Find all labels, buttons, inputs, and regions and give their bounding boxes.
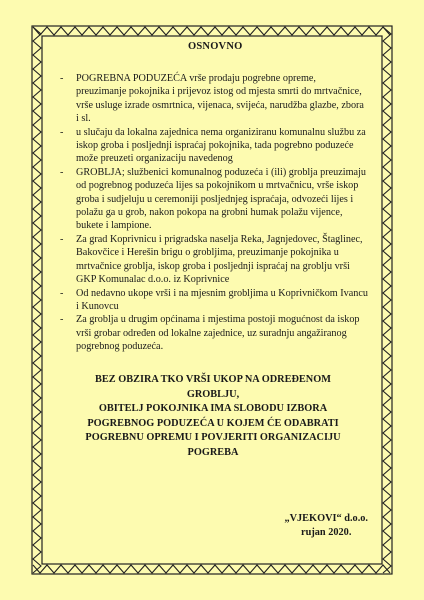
bullet-dash: -	[60, 287, 64, 299]
notice-line: OBITELJ POKOJNIKA IMA SLOBODU IZBORA	[98, 403, 328, 415]
bullet-dash: -	[60, 73, 64, 84]
bullet-dash: -	[60, 314, 64, 326]
list-item-text: Za grad Koprivnicu i prigradska naselja Reka, Jagnjedovec, Štaglinec, Bakovčice i Herešin brigu o grobljima, preuzimanje pokojnika u mrtvačnice groblja, iskop groba i posljednji ispraćaj na groblju vrši GKP Komunalac d.o.o. iz Koprivnice	[76, 233, 363, 286]
notice-block	[58, 373, 368, 461]
list-item	[58, 233, 368, 287]
bullet-dash: -	[60, 126, 64, 138]
list-item-text: u slučaju da lokalna zajednica nema organiziranu komunalnu službu za iskop groba i posljednji ispraćaj pokojnika, tada pogrebno poduzeće može preuzeti organizaciju navedenog	[76, 126, 366, 165]
signature-block	[284, 512, 368, 540]
list-item-text: Od nedavno ukope vrši i na mjesnim grobljima u Koprivničkom Ivancu i Kunovcu	[76, 287, 368, 312]
list-item-text: Za groblja u drugim općinama i mjestima postoji mogućnost da iskop vrši grobar određen od lokalne zajednice, uz suradnju angažiranog pogrebnog poduzeća.	[76, 314, 360, 353]
list-item	[58, 313, 368, 353]
notice-line: POGREBNOG PODUZEĆA U KOJEM ĆE ODABRATI	[87, 417, 339, 429]
company-name: „VJEKOVI“ d.o.o.	[284, 513, 368, 524]
bullet-dash: -	[60, 233, 64, 245]
document-date: rujan 2020.	[301, 527, 352, 538]
list-item	[58, 287, 368, 314]
list-item	[58, 126, 368, 166]
bullet-list	[58, 72, 368, 354]
notice-line: GROBLJU,	[186, 388, 240, 400]
document-title: OSNOVNO	[188, 41, 243, 52]
notice-line: BEZ OBZIRA TKO VRŠI UKOP NA ODREĐENOM	[95, 374, 331, 385]
notice-line: POGREBA	[187, 446, 239, 458]
list-item-text: POGREBNA PODUZEĆA vrše prodaju pogrebne opreme, preuzimanje pokojnika i prijevoz istog od mjesta smrti do mrtvačnice, vrše usluge izrade osmrtnica, vijenaca, svijeća, narudžba glazbe, zbora i sl.	[76, 73, 364, 125]
document-body	[58, 30, 368, 570]
list-item	[58, 72, 368, 126]
list-item-text: GROBLJA; službenici komunalnog poduzeća i (ili) groblja preuzimaju od pogrebnog poduzeća lijes sa pokojnikom u mrtvačnicu, vrše iskop groba i sudjeluju u ceremoniji posljednjeg ispraćaja, odvozeći lijes i polažu ga u grob, nakon pokopa na grobni humak polažu vijence, bukete i lampione.	[76, 166, 366, 232]
notice-line: POGREBNU OPREMU I POVJERITI ORGANIZACIJU	[85, 432, 341, 444]
list-item	[58, 166, 368, 233]
bullet-dash: -	[60, 166, 64, 178]
